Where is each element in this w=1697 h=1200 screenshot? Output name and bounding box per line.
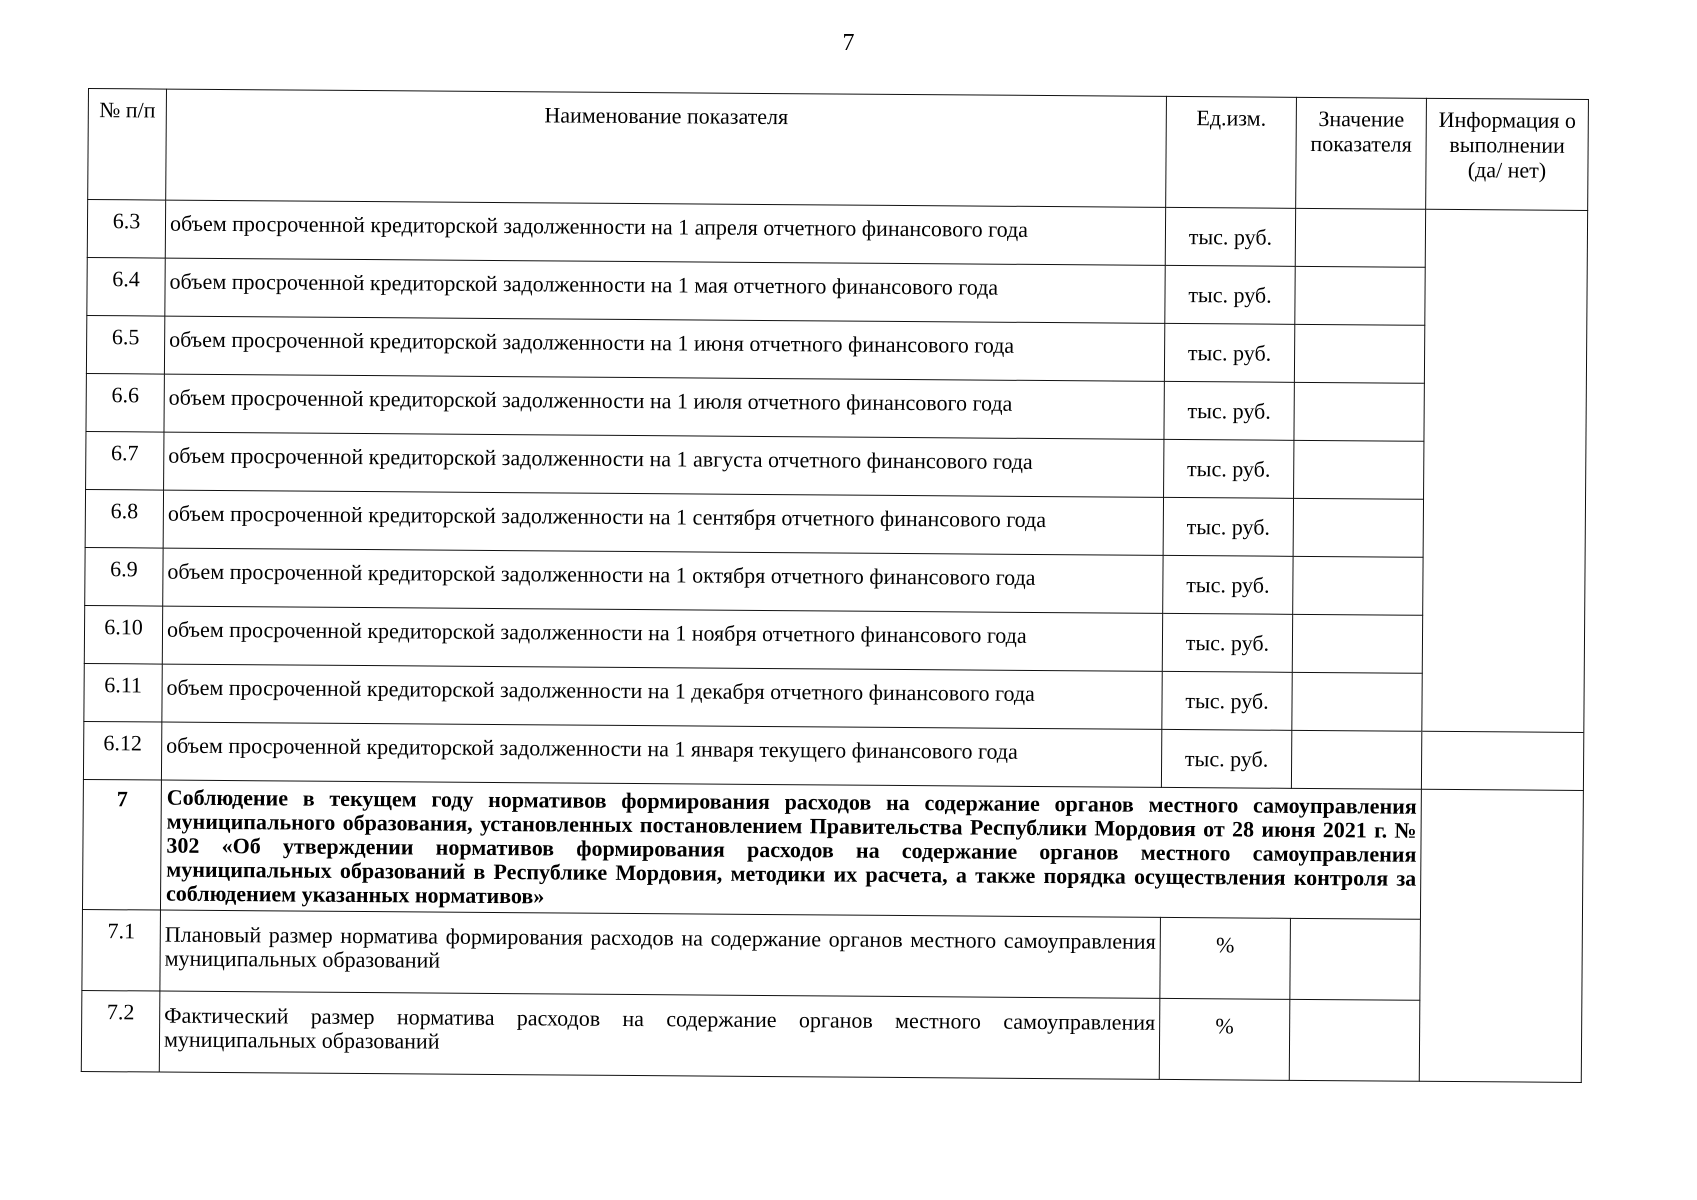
row-name: Плановый размер норматива формирования расходов на содержание органов местного самоуправления муниципальных образований xyxy=(160,910,1161,998)
row-name: объем просроченной кредиторской задолженности на 1 сентября отчетного финансового года xyxy=(163,490,1163,555)
row-name: объем просроченной кредиторской задолженности на 1 декабря отчетного финансового года xyxy=(162,664,1162,729)
row-name: объем просроченной кредиторской задолженности на 1 апреля отчетного финансового года xyxy=(165,200,1165,265)
table-row xyxy=(86,373,1586,442)
table-row xyxy=(81,990,1582,1082)
row-name: объем просроченной кредиторской задолженности на 1 июля отчетного финансового года xyxy=(164,374,1164,439)
header-name: Наименование показателя xyxy=(166,89,1167,207)
row-value-cell xyxy=(1293,556,1423,615)
row-name: Фактический размер норматива расходов на содержание органов местного самоуправления муниципальных образований xyxy=(159,991,1160,1079)
row-unit: тыс. руб. xyxy=(1164,381,1294,440)
row-unit: тыс. руб. xyxy=(1162,671,1292,730)
row-num: 6.8 xyxy=(85,489,163,548)
row-unit: тыс. руб. xyxy=(1163,497,1293,556)
section-row xyxy=(82,779,1583,920)
section-num: 7 xyxy=(82,779,161,910)
row-value-cell xyxy=(1291,730,1421,789)
row-value-cell xyxy=(1292,672,1422,731)
row-name: объем просроченной кредиторской задолженности на 1 ноября отчетного финансового года xyxy=(162,606,1162,671)
table-row xyxy=(85,547,1585,616)
row-num: 6.12 xyxy=(83,721,161,780)
row-num: 6.4 xyxy=(87,257,165,316)
row-num: 7.2 xyxy=(81,990,160,1072)
row-unit: тыс. руб. xyxy=(1164,439,1294,498)
row-value-cell xyxy=(1294,324,1424,383)
table-row xyxy=(86,431,1586,500)
row-unit: % xyxy=(1160,917,1291,999)
table-row xyxy=(87,257,1587,326)
row-value-cell xyxy=(1294,382,1424,441)
table-row xyxy=(82,909,1583,1001)
header-info: Информация о выполнении (да/ нет) xyxy=(1426,98,1589,210)
row-unit: тыс. руб. xyxy=(1164,323,1294,382)
row-num: 6.9 xyxy=(85,547,163,606)
table-row xyxy=(87,200,1587,269)
row-unit: тыс. руб. xyxy=(1165,207,1295,266)
header-num: № п/п xyxy=(88,89,167,201)
row-unit: % xyxy=(1159,998,1290,1080)
row-num: 6.3 xyxy=(87,200,165,259)
row-name: объем просроченной кредиторской задолженности на 1 января текущего финансового года xyxy=(161,722,1161,787)
row-value-cell xyxy=(1290,918,1421,1000)
row-name: объем просроченной кредиторской задолженности на 1 октября отчетного финансового года xyxy=(163,548,1163,613)
row-value-cell xyxy=(1289,999,1420,1081)
table-row xyxy=(83,721,1583,790)
table-row xyxy=(84,663,1584,732)
section-title: Соблюдение в текущем году нормативов формирования расходов на содержание органов местного самоуправления муниципального образования, установленных постановлением Правительства Республики Мордовия от 28 июня 2021 г. № 302 «Об утверждении нормативов формирования расходов на содержание органов местного самоуправления муниципальных образований в Республике Мордовия, методики их расчета, а также порядка осуществления контроля за соблюдением указанных нормативов» xyxy=(160,780,1421,919)
page-number: 7 xyxy=(842,30,855,56)
row-value-cell xyxy=(1294,440,1424,499)
row-unit: тыс. руб. xyxy=(1163,555,1293,614)
info-cell-7 xyxy=(1419,789,1583,1082)
row-unit: тыс. руб. xyxy=(1161,729,1291,788)
table-row xyxy=(84,605,1584,674)
header-unit: Ед.изм. xyxy=(1166,96,1297,208)
row-unit: тыс. руб. xyxy=(1165,265,1295,324)
table-header-row xyxy=(88,89,1589,211)
info-cell-6 xyxy=(1422,209,1588,732)
row-num: 6.10 xyxy=(84,605,162,664)
row-num: 6.6 xyxy=(86,373,164,432)
row-name: объем просроченной кредиторской задолженности на 1 августа отчетного финансового года xyxy=(164,432,1164,497)
table-row xyxy=(85,489,1585,558)
row-num: 6.5 xyxy=(86,315,164,374)
row-value-cell xyxy=(1292,614,1422,673)
header-value: Значение показателя xyxy=(1296,97,1427,209)
row-num: 7.1 xyxy=(82,909,161,991)
table-row xyxy=(86,315,1586,384)
row-value-cell xyxy=(1295,208,1425,267)
row-name: объем просроченной кредиторской задолженности на 1 мая отчетного финансового года xyxy=(165,258,1165,323)
row-name: объем просроченной кредиторской задолженности на 1 июня отчетного финансового года xyxy=(164,316,1164,381)
row-value-cell xyxy=(1293,498,1423,557)
indicators-table xyxy=(81,88,1589,1083)
row-unit: тыс. руб. xyxy=(1162,613,1292,672)
info-cell-6-12 xyxy=(1421,731,1583,790)
row-num: 6.7 xyxy=(86,431,164,490)
row-num: 6.11 xyxy=(84,663,162,722)
row-value-cell xyxy=(1295,266,1425,325)
